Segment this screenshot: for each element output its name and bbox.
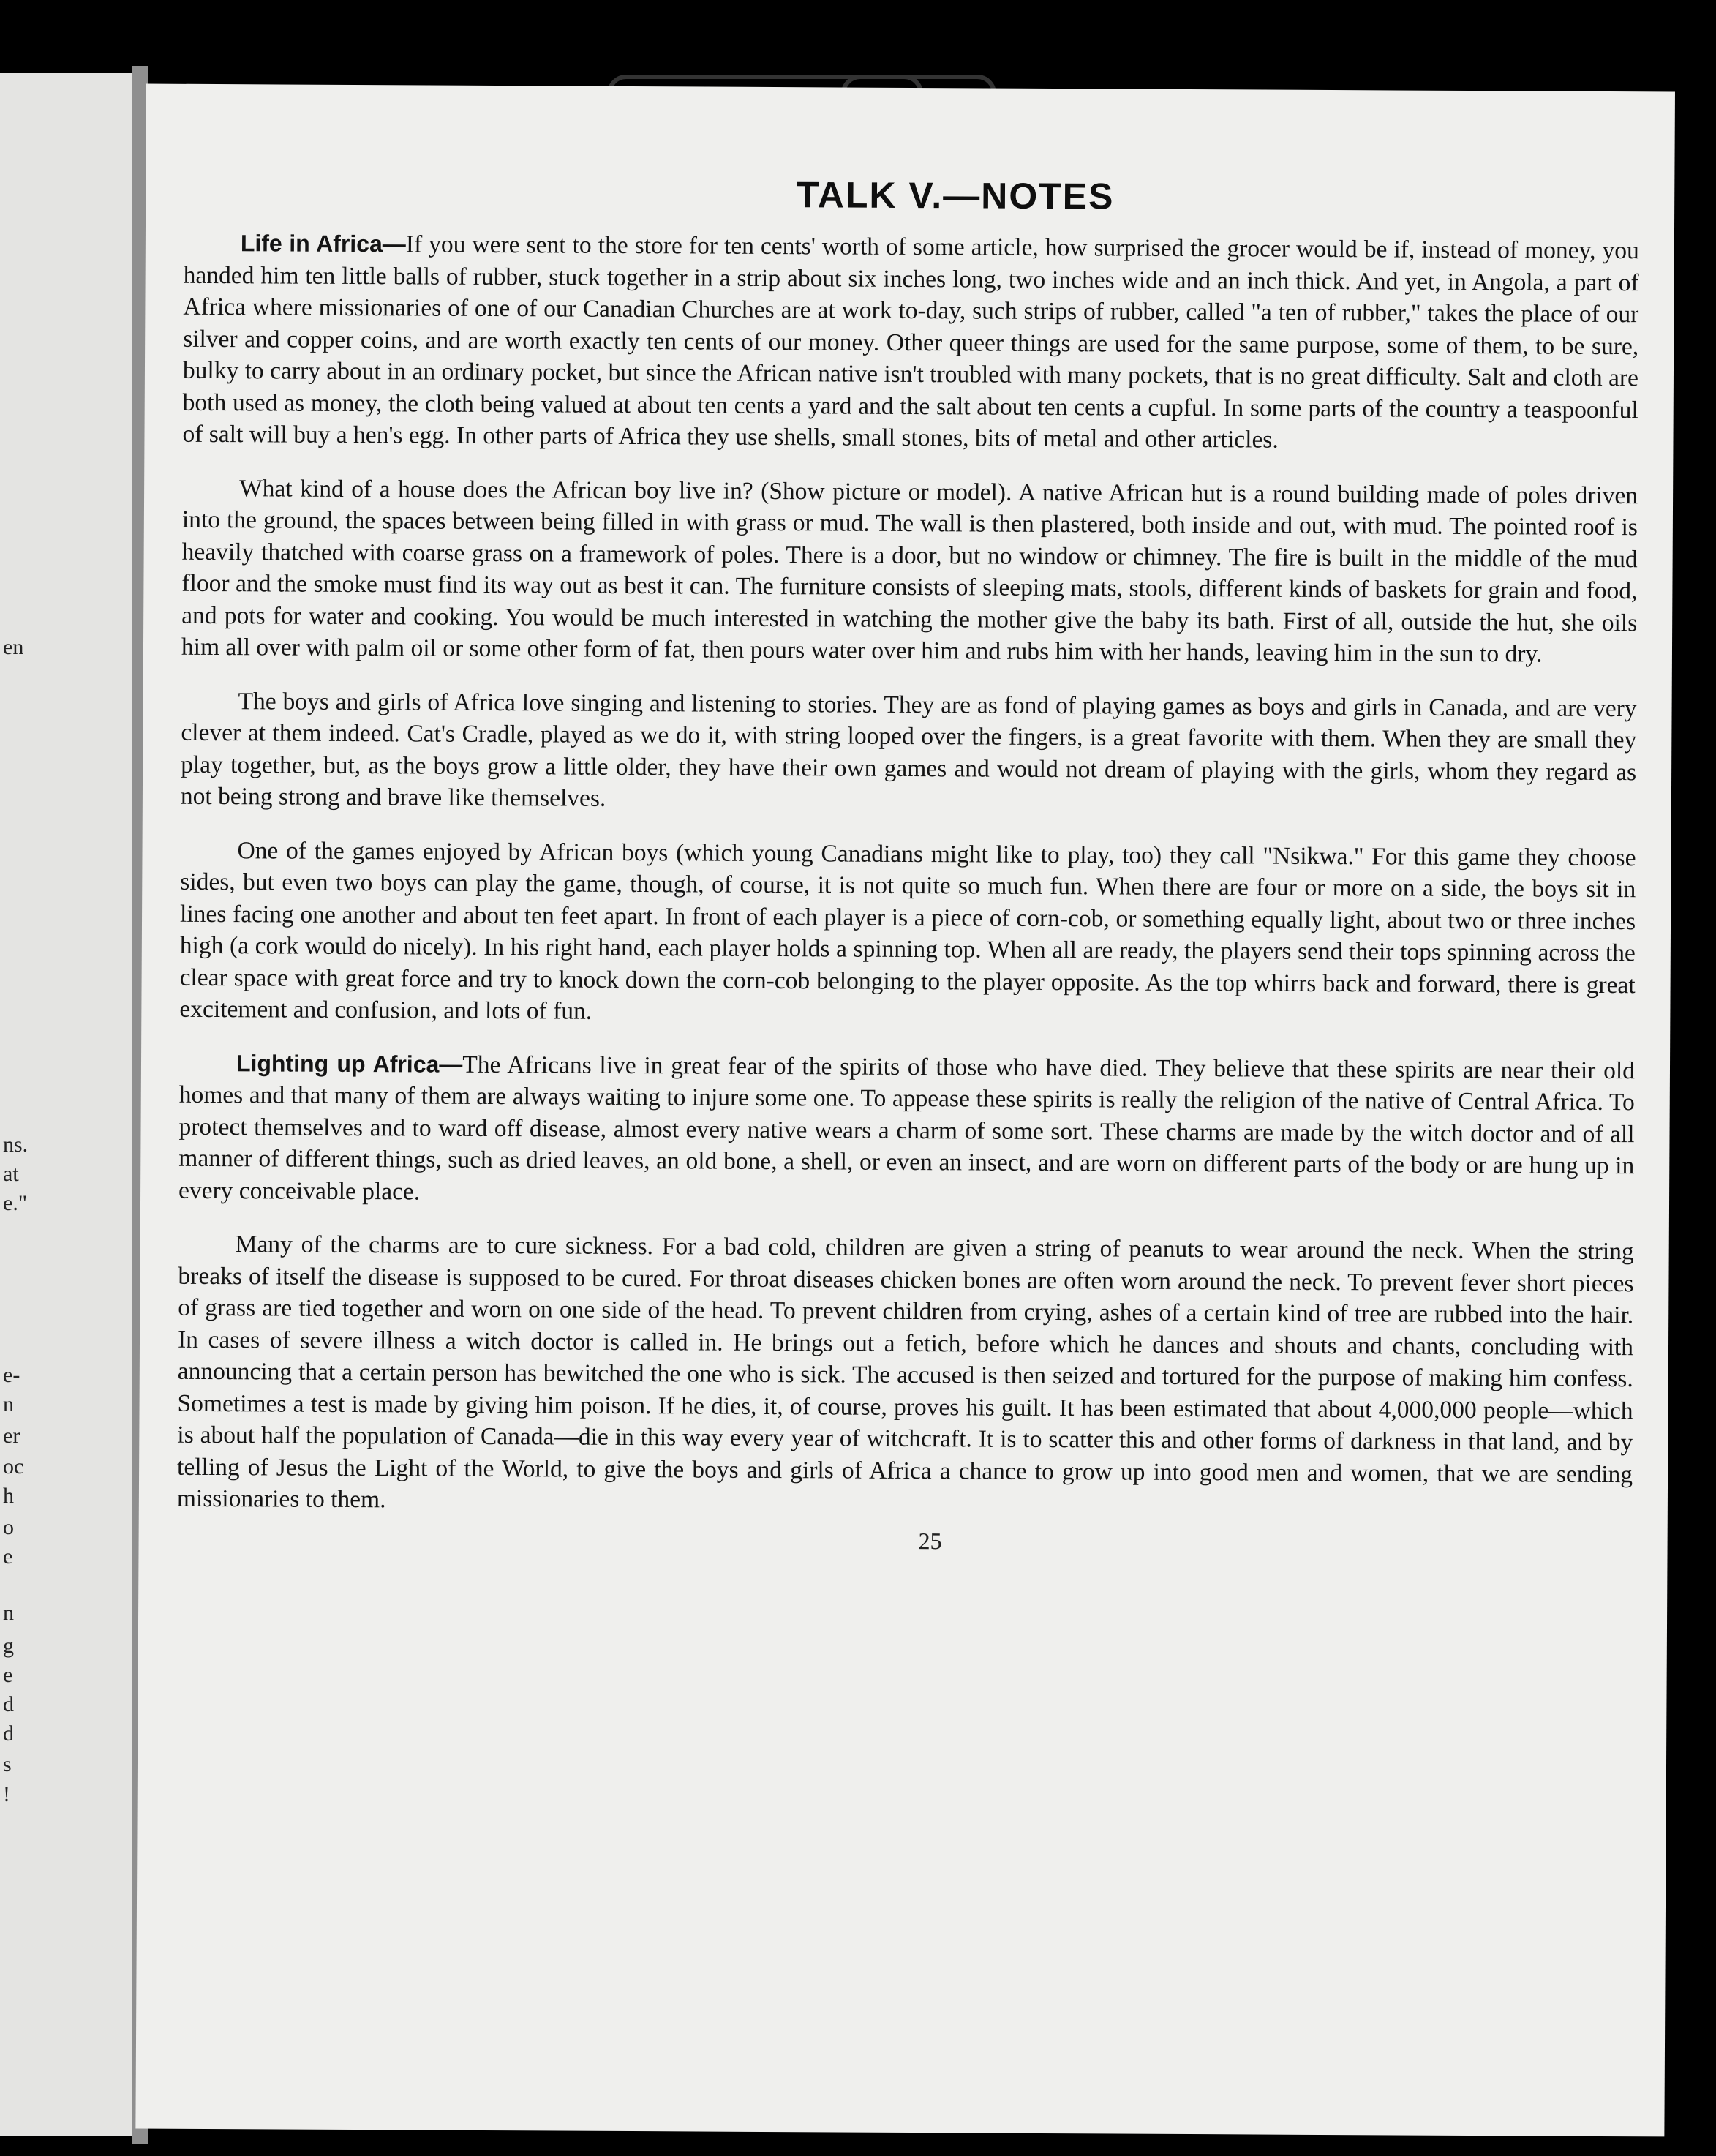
left-page-fragment: ns. [3, 1133, 29, 1157]
paragraph [179, 834, 1636, 1032]
page-number: 25 [918, 1527, 942, 1554]
left-page-fragment: o [3, 1515, 14, 1539]
left-page-fragment: n [3, 1392, 14, 1416]
left-page-fragment: e [3, 1544, 13, 1569]
paragraph [181, 472, 1638, 670]
scan-top-edge [132, 0, 1716, 86]
page-content [177, 170, 1640, 1558]
paragraph-text: Many of the charms are to cure sickness. For a bad cold, children are given a string of peanuts to wear around the neck. When the string breaks of itself the disease is supposed to be cured. For throat diseases chicken bones are often worn around the neck. To prevent fever short pieces of grass are tied together and worn on one side of the head. To prevent children from crying, ashes of a certain kind of tree are rubbed into the hair. In cases of severe illness a witch doctor is called in. He brings out a fetich, before which he dances and shouts and chants, concluding with announcing that a certain person has bewitched the one who is sick. The accused is then seized and tortured for the purpose of making him confess. Sometimes a test is made by giving him poison. If he dies, it, of course, proves his guilt. It has been estimated that about 4,000,000 people—which is about half the population of Canada—die in this way every year of witchcraft. It is to scatter this and other forms of darkness in that land, and by telling of Jesus the Light of the World, to give the boys and girls of Africa a chance to grow up into good men and women, that we are sending missionaries to them. [176, 1231, 1634, 1514]
section-heading: Lighting up Africa— [236, 1049, 463, 1078]
left-page-fragment: oc [3, 1454, 24, 1479]
left-page-fragment: en [3, 635, 24, 659]
left-page-edge [0, 73, 132, 2136]
paragraph-text: What kind of a house does the African boy live in? (Show picture or model). A native African hut is a round building made of poles driven into the ground, the spaces between being filled in with grass or mud. The wall is then plastered, both inside and out, with mud. The pointed roof is heavily thatched with coarse grass on a framework of poles. There is a door, but no window or chimney. The fire is built in the middle of the mud floor and the smoke must find its way out as best it can. The furniture consists of sleeping mats, stools, different kinds of baskets for grain and food, and pots for water and cooking. You would be much interested in watching the mother give the baby its bath. First of all, outside the hut, she oils him all over with palm oil or some other form of fat, then pours water over him and rubs him with her hands, leaving him in the sun to dry. [181, 474, 1638, 668]
left-page-fragment: e." [3, 1191, 28, 1215]
left-page-fragment: n [3, 1601, 14, 1625]
left-page-fragment: er [3, 1424, 20, 1448]
paragraph-text: If you were sent to the store for ten cents' worth of some article, how surprised the grocer would be if, instead of money, you handed him ten little balls of rubber, stuck together in a strip about six inches long, two inches wide and an inch thick. And yet, in Angola, a part of Africa where missionaries of one of our Canadian Churches are at work to-day, such strips of rubber, called "a ten of rubber," takes the place of our silver and copper coins, and are worth exactly ten cents of our money. Other queer things are used for the same purpose, some of them, to be sure, bulky to carry about in an ordinary pocket, but since the African native isn't troubled with many pockets, that is no great difficulty. Salt and cloth are both used as money, the cloth being valued at about ten cents a yard and the salt about ten cents a cupful. In some parts of the country a teaspoonful of salt will buy a hen's egg. In other parts of Africa they use shells, small stones, bits of metal and other articles. [182, 230, 1639, 454]
left-page-fragment: ! [3, 1782, 10, 1806]
paragraph-text: The Africans live in great fear of the spirits of those who have died. They believe that these spirits are near their old homes and that many of them are always waiting to injure some one. To appease these spirits is really the religion of the native of Central Africa. To protect themselves and to ward off disease, almost every native wears a charm of some sort. These charms are made by the witch doctor and of all manner of different things, such as dried leaves, an old bone, a shell, or even an insect, and are worn on different parts of the body or are hung up in every conceivable place. [178, 1051, 1636, 1206]
paragraph-text: One of the games enjoyed by African boys (which young Canadians might like to play, too) they call "Nsikwa." For this game they choose sides, but even two boys can play the game, though, of course, it is not quite so much fun. When there are four or more on a side, the boys sit in lines facing one another and about ten feet apart. In front of each player is a piece of corn-cob, or something equally light, about two or three inches high (a cork would do nicely). In his right hand, each player holds a spinning top. When all are ready, the players send their tops spinning across the clear space with great force and try to knock down the corn-cob belonging to the player opposite. As the top whirrs back and forward, there is great excitement and confusion, and lots of fun. [179, 836, 1636, 1025]
section-heading: Life in Africa— [240, 230, 406, 258]
scanned-page [135, 84, 1675, 2137]
left-page-fragment: at [3, 1162, 19, 1186]
left-page-fragment: h [3, 1484, 14, 1508]
paragraph [181, 685, 1637, 819]
left-page-fragment: e- [3, 1363, 20, 1387]
left-page-fragment: d [3, 1721, 14, 1746]
left-page-fragment: e [3, 1663, 13, 1687]
paragraph [178, 1047, 1635, 1214]
scan-right-edge [1675, 0, 1716, 2156]
left-page-fragment: s [3, 1752, 12, 1776]
paragraph [177, 1228, 1634, 1522]
page-title: TALK V.—NOTES [796, 174, 1115, 217]
left-page-fragment: g [3, 1634, 14, 1658]
paragraph-text: The boys and girls of Africa love singing and listening to stories. They are as fond of playing games as boys and girls in Canada, and are very clever at them indeed. Cat's Cradle, played as we do it, with string looped over the fingers, is a great favorite with them. When they are small they play together, but, as the boys grow a little older, they have their own games and would not dream of playing with the girls, whom they regard as not being strong and brave like themselves. [180, 687, 1637, 812]
paragraph [182, 228, 1639, 458]
left-page-fragment: d [3, 1692, 14, 1716]
